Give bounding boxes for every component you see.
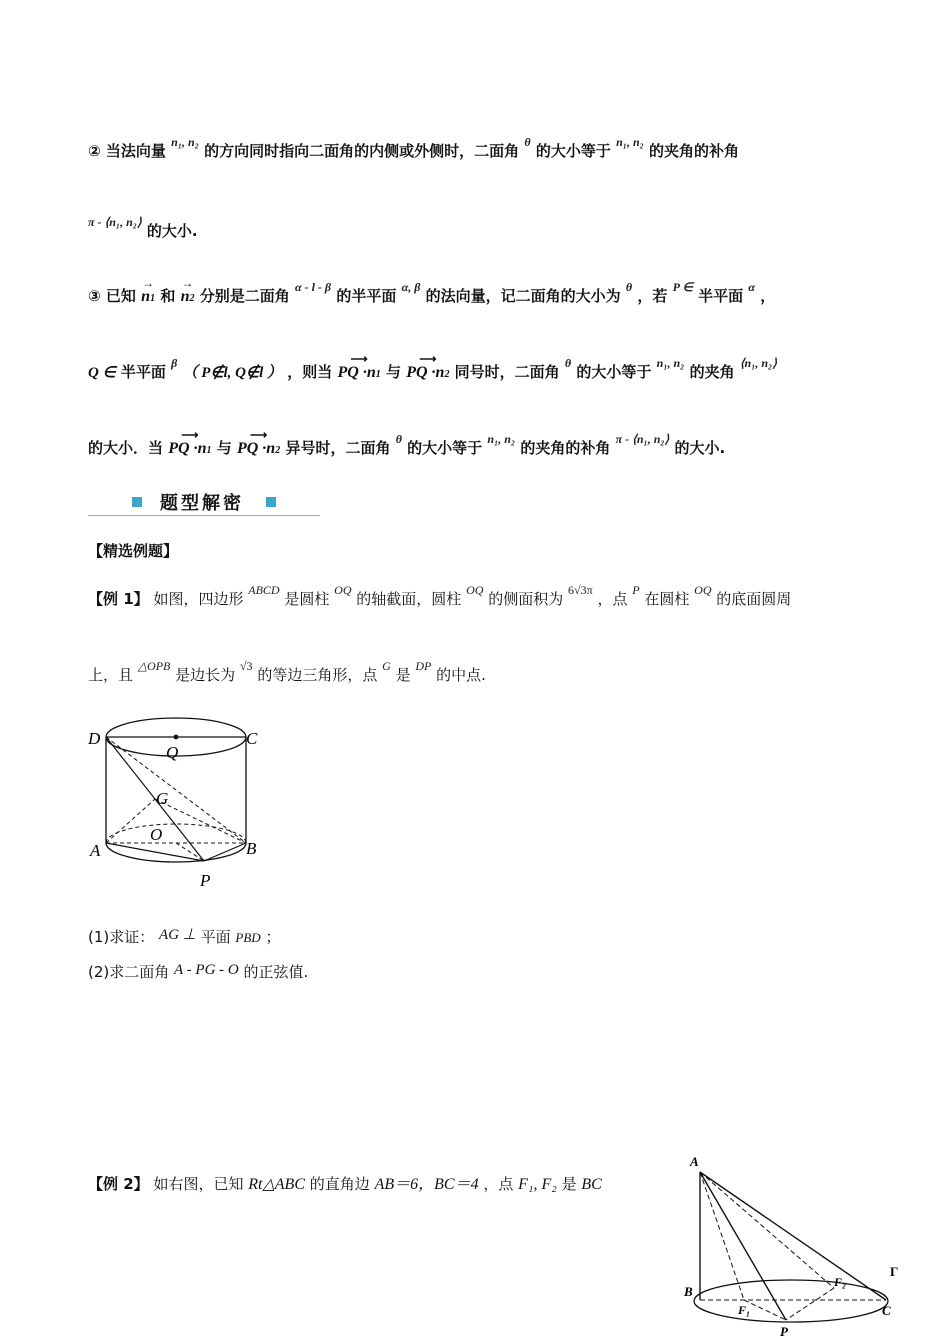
text: 和 bbox=[160, 287, 176, 305]
item3-line3 bbox=[88, 428, 726, 458]
point-in: Q ∈ bbox=[88, 365, 116, 381]
text: 的侧面积为 bbox=[488, 590, 564, 608]
text: 是圆柱 bbox=[284, 590, 330, 608]
text: 与 bbox=[216, 439, 232, 457]
text: 的直角边 bbox=[309, 1175, 370, 1193]
perp-expression: AG ⊥ bbox=[159, 927, 196, 943]
text: 的等边三角形，点 bbox=[257, 666, 378, 684]
item3-line1 bbox=[88, 276, 776, 306]
segment-gb bbox=[155, 799, 246, 843]
segment-pb bbox=[204, 843, 246, 861]
text: 异号时，二面角 bbox=[285, 439, 391, 457]
label-b: B bbox=[684, 1284, 693, 1299]
text: 的大小. bbox=[674, 439, 726, 457]
text: 的底面圆周 bbox=[716, 590, 792, 608]
condition: （ P∉l, Q∉l ） bbox=[182, 365, 282, 381]
text: 是 bbox=[561, 1175, 577, 1193]
label-c: C bbox=[246, 729, 258, 748]
text: 平面 bbox=[200, 928, 231, 946]
beta-symbol: β bbox=[171, 356, 178, 370]
text: 半平面 bbox=[120, 363, 166, 381]
vector-pq-dot-n1: ⟶ PQ ·n1 bbox=[337, 352, 381, 381]
vector-pq-dot-n2: ⟶ PQ ·n2 bbox=[406, 352, 450, 381]
cylinder-name: OQ bbox=[466, 583, 484, 597]
normal-vectors: n₁, n₂ bbox=[616, 135, 644, 149]
text: 的大小等于 bbox=[407, 439, 483, 457]
label-f2: F₂ bbox=[834, 1275, 847, 1289]
plane-name: PBD bbox=[235, 930, 261, 945]
text: 在圆柱 bbox=[644, 590, 690, 608]
text: 的半平面 bbox=[336, 287, 397, 305]
example1-question2 bbox=[88, 961, 308, 982]
example2-line1 bbox=[88, 1171, 602, 1194]
text: ，点 bbox=[597, 590, 628, 608]
text: 如右图，已知 bbox=[153, 1175, 244, 1193]
label-q: Q bbox=[166, 743, 179, 762]
text: 的轴截面，圆柱 bbox=[356, 590, 462, 608]
text: 的大小．当 bbox=[88, 439, 164, 457]
example-tag: 【例 1】 bbox=[88, 590, 149, 608]
text: 分别是二面角 bbox=[199, 287, 290, 305]
segment-dp: DP bbox=[415, 659, 432, 673]
dihedral-expression: α - l - β bbox=[294, 280, 332, 294]
example-tag: 【例 2】 bbox=[88, 1175, 149, 1193]
example1-line2 bbox=[88, 659, 486, 685]
text: 的法向量，记二面角的大小为 bbox=[425, 287, 621, 305]
label-p: P bbox=[200, 871, 211, 890]
example1-question1 bbox=[88, 926, 281, 947]
banner-underline bbox=[88, 515, 320, 516]
banner-square-left-icon bbox=[132, 497, 142, 507]
center-q-dot bbox=[174, 735, 179, 740]
cone-figure bbox=[676, 1150, 916, 1340]
item2-line2 bbox=[88, 215, 198, 241]
vector-pq-dot-n1: ⟶ PQ ·n1 bbox=[168, 428, 212, 457]
label-d: D bbox=[88, 729, 101, 748]
text: 的方向同时指向二面角的内侧或外侧时，二面角 bbox=[204, 142, 520, 160]
points-f1-f2: F₁, F₂ bbox=[518, 1176, 557, 1193]
cylinder-figure bbox=[80, 706, 280, 896]
item3-line2 bbox=[88, 352, 777, 382]
label-b: B bbox=[246, 839, 257, 858]
text: 同号时，二面角 bbox=[454, 363, 560, 381]
alpha-symbol: α bbox=[748, 280, 756, 294]
side-lengths: AB＝6，BC＝4 bbox=[374, 1176, 479, 1193]
quad-name: ABCD bbox=[248, 583, 280, 597]
section-banner bbox=[88, 487, 320, 517]
text: ， bbox=[760, 287, 776, 305]
text: 的大小. bbox=[146, 222, 198, 240]
text: ，则当 bbox=[287, 363, 333, 381]
label-gamma: Γ bbox=[890, 1264, 899, 1279]
selected-examples-heading: 【精选例题】 bbox=[88, 542, 179, 560]
text: ，若 bbox=[637, 287, 668, 305]
label-o: O bbox=[150, 825, 163, 844]
cylinder-name: OQ bbox=[334, 583, 352, 597]
ellipse-gamma bbox=[694, 1280, 888, 1322]
vector-n1: → n1 bbox=[141, 276, 156, 305]
text: 的大小等于 bbox=[535, 142, 611, 160]
triangle-opb: △OPB bbox=[137, 659, 171, 673]
item2-line1 bbox=[88, 135, 740, 161]
banner-square-right-icon bbox=[266, 497, 276, 507]
text: 是 bbox=[395, 666, 411, 684]
segment-af2 bbox=[700, 1172, 834, 1288]
text: 上，且 bbox=[88, 666, 134, 684]
cylinder-name: OQ bbox=[694, 583, 712, 597]
right-triangle: Rt△ABC bbox=[248, 1176, 305, 1193]
angle-expression: ⟨n₁, n₂⟩ bbox=[739, 356, 777, 370]
label-g: G bbox=[156, 789, 169, 808]
text: ，点 bbox=[483, 1175, 514, 1193]
point-in: P ∈ bbox=[672, 280, 693, 294]
supplement-expression: π - ⟨n₁, n₂⟩ bbox=[88, 215, 142, 229]
point-g: G bbox=[382, 659, 391, 673]
theta-symbol: θ bbox=[625, 280, 633, 294]
segment-f2p bbox=[786, 1288, 834, 1320]
label-f1: F₁ bbox=[738, 1303, 751, 1317]
text: 半平面 bbox=[698, 287, 744, 305]
label-c: C bbox=[882, 1303, 891, 1318]
text: (1)求证： bbox=[88, 928, 155, 946]
label-a: A bbox=[690, 1154, 699, 1169]
label-a: A bbox=[90, 841, 101, 860]
text: 的中点. bbox=[436, 666, 486, 684]
theta-symbol: θ bbox=[395, 432, 402, 446]
segment-ac bbox=[700, 1172, 886, 1300]
text: 的夹角的补角 bbox=[520, 439, 611, 457]
theta-symbol: θ bbox=[524, 135, 531, 149]
half-planes: α, β bbox=[401, 280, 421, 294]
segment-bc: BC bbox=[581, 1176, 602, 1193]
vector-pq-dot-n2: ⟶ PQ ·n2 bbox=[236, 428, 281, 457]
banner-title: 题型解密 bbox=[160, 493, 244, 514]
label-p: P bbox=[780, 1324, 788, 1339]
supplement-expression: π - ⟨n₁, n₂⟩ bbox=[615, 432, 670, 446]
lateral-area: 6√3π bbox=[568, 583, 593, 597]
text: 的夹角 bbox=[689, 363, 735, 381]
theta-symbol: θ bbox=[564, 356, 572, 370]
text: 的正弦值. bbox=[243, 963, 309, 981]
normal-vectors: n₁, n₂ bbox=[171, 135, 199, 149]
text: 与 bbox=[385, 363, 401, 381]
text: ③ 已知 bbox=[88, 287, 136, 305]
example1-line1 bbox=[88, 583, 792, 609]
text: 的夹角的补角 bbox=[649, 142, 740, 160]
vector-n2: → n2 bbox=[180, 276, 195, 305]
side-length: √3 bbox=[239, 659, 253, 673]
dihedral-expression: A - PG - O bbox=[174, 962, 239, 978]
text: ② 当法向量 bbox=[88, 142, 166, 160]
normal-vectors: n₁, n₂ bbox=[656, 356, 685, 370]
segment-ag bbox=[106, 799, 155, 843]
text: 的大小等于 bbox=[576, 363, 652, 381]
text: (2)求二面角 bbox=[88, 963, 170, 981]
text: 如图，四边形 bbox=[153, 590, 244, 608]
text: 是边长为 bbox=[175, 666, 236, 684]
text: ； bbox=[265, 928, 281, 946]
normal-vectors: n₁, n₂ bbox=[487, 432, 516, 446]
point-p: P bbox=[632, 583, 640, 597]
